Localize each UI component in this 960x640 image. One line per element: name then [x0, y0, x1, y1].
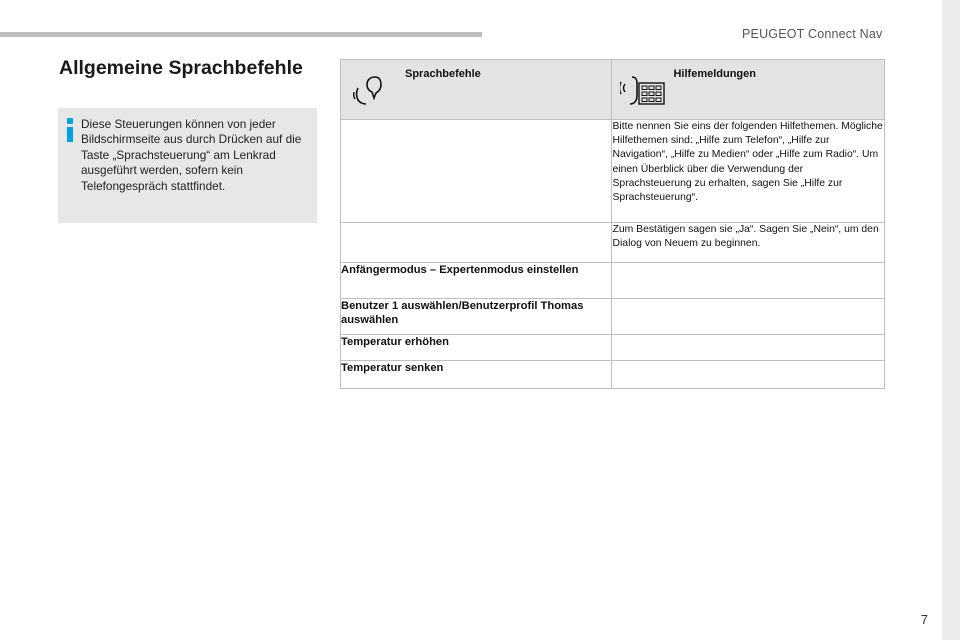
- header-commands: Sprachbefehle: [405, 68, 481, 80]
- table-row: [341, 361, 885, 389]
- help-cell: Zum Bestätigen sagen sie „Ja“. Sagen Sie „Nein“, um den Dialog von Neuem zu beginnen.: [612, 223, 885, 263]
- command-cell: Anfängermodus – Expertenmodus einstellen: [341, 263, 612, 299]
- table-header-row: [341, 60, 885, 120]
- header-cell-help: [612, 60, 885, 120]
- help-cell: [612, 361, 885, 389]
- header-cell-commands: [341, 60, 612, 120]
- header-rule: [0, 32, 482, 37]
- command-cell: Benutzer 1 auswählen/Benutzerprofil Thomas auswählen: [341, 299, 612, 335]
- table-row: [341, 263, 885, 299]
- help-cell: [612, 335, 885, 361]
- help-cell: [612, 299, 885, 335]
- command-cell: [341, 223, 612, 263]
- table-row: [341, 223, 885, 263]
- info-text: Diese Steuerungen können von jeder Bildschirmseite aus durch Drücken auf die Taste „Sprachsteuerung“ am Lenkrad ausgeführt werden, sofern kein Telefongespräch stattfindet.: [81, 117, 302, 193]
- voice-commands-table: [340, 59, 885, 389]
- brand-label: PEUGEOT Connect Nav: [742, 27, 883, 41]
- table-row: [341, 335, 885, 361]
- help-cell: Bitte nennen Sie eins der folgenden Hilfethemen. Mögliche Hilfethemen sind: „Hilfe zum Telefon“, „Hilfe zur Navigation“, „Hilfe zu Medien“ oder „Hilfe zum Radio“. Um einen Überblick über die Verwendung der Sprachsteuerung zu erhalten, sagen Sie „Hilfe zur Sprachsteuerung“.: [612, 120, 885, 223]
- table-row: [341, 299, 885, 335]
- voice-command-icon: [353, 74, 383, 106]
- info-icon: [66, 118, 75, 142]
- page-side-strip: [942, 0, 960, 640]
- command-cell: Temperatur erhöhen: [341, 335, 612, 361]
- info-box: [58, 108, 317, 223]
- help-message-icon: [620, 74, 666, 108]
- page-number: 7: [920, 612, 928, 627]
- header-help: Hilfemeldungen: [673, 68, 756, 80]
- table-row: [341, 120, 885, 223]
- command-cell: Temperatur senken: [341, 361, 612, 389]
- help-cell: [612, 263, 885, 299]
- command-cell: [341, 120, 612, 223]
- page-title: Allgemeine Sprachbefehle: [59, 57, 303, 79]
